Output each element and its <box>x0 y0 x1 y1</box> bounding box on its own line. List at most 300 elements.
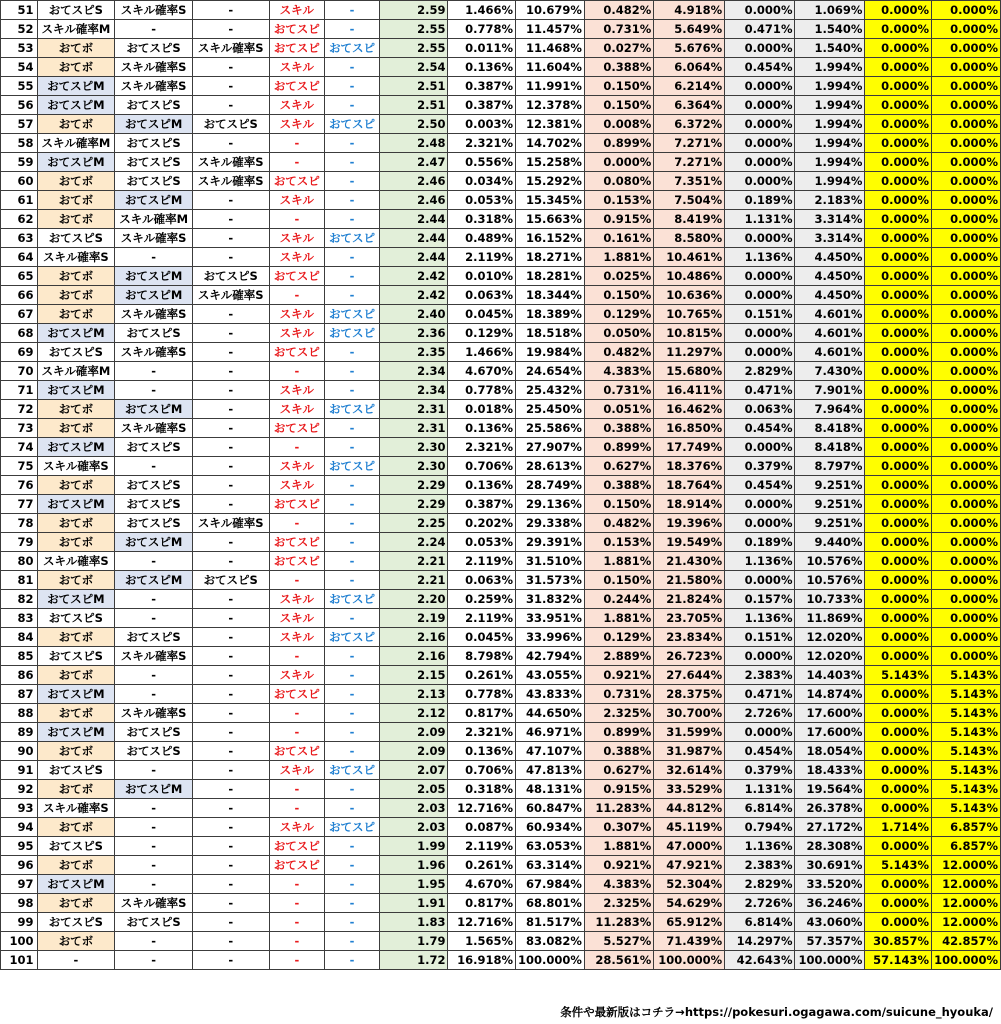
rate-c-cell: 0.000% <box>725 229 795 248</box>
main-skill-3-cell: - <box>192 799 269 818</box>
rate-b-cell: 0.153% <box>584 191 653 210</box>
rate-cell: 1.565% <box>448 932 516 951</box>
rate-cell: 0.259% <box>448 590 516 609</box>
rate-c-cell: 14.297% <box>725 932 795 951</box>
cumulative-rate-b-cell: 15.680% <box>654 362 725 381</box>
cumulative-rate-c-cell: 7.964% <box>795 400 865 419</box>
rate-b-cell: 0.731% <box>584 381 653 400</box>
table-row <box>1 514 1001 533</box>
rank-cell: 59 <box>1 153 38 172</box>
score-cell: 2.34 <box>379 362 448 381</box>
main-skill-3-cell: - <box>192 742 269 761</box>
main-skill-2-cell: おてスピS <box>115 742 193 761</box>
main-skill-1-cell: おてボ <box>37 533 115 552</box>
rate-c-cell: 6.814% <box>725 799 795 818</box>
rate-c-cell: 0.189% <box>725 191 795 210</box>
rate-c-cell: 2.383% <box>725 666 795 685</box>
cumulative-rate-d-cell: 0.000% <box>931 77 1000 96</box>
cumulative-rate-b-cell: 54.629% <box>654 894 725 913</box>
rank-cell: 68 <box>1 324 38 343</box>
rank-cell: 88 <box>1 704 38 723</box>
cumulative-rate-cell: 100.000% <box>515 951 584 970</box>
cumulative-rate-c-cell: 18.433% <box>795 761 865 780</box>
main-skill-3-cell: - <box>192 913 269 932</box>
cumulative-rate-d-cell: 0.000% <box>931 115 1000 134</box>
rate-b-cell: 0.482% <box>584 514 653 533</box>
main-skill-1-cell: おてスピS <box>37 761 115 780</box>
sub-skill-red-cell: おてスピ <box>269 419 325 438</box>
cumulative-rate-b-cell: 52.304% <box>654 875 725 894</box>
cumulative-rate-b-cell: 18.764% <box>654 476 725 495</box>
cumulative-rate-c-cell: 57.357% <box>795 932 865 951</box>
rate-d-cell: 0.000% <box>865 324 932 343</box>
main-skill-1-cell: おてスピS <box>37 343 115 362</box>
cumulative-rate-b-cell: 23.705% <box>654 609 725 628</box>
main-skill-2-cell: - <box>115 761 193 780</box>
cumulative-rate-b-cell: 7.504% <box>654 191 725 210</box>
cumulative-rate-c-cell: 4.601% <box>795 343 865 362</box>
rank-cell: 97 <box>1 875 38 894</box>
cumulative-rate-cell: 25.450% <box>515 400 584 419</box>
cumulative-rate-b-cell: 23.834% <box>654 628 725 647</box>
cumulative-rate-c-cell: 7.430% <box>795 362 865 381</box>
main-skill-1-cell: おてボ <box>37 39 115 58</box>
rate-c-cell: 1.136% <box>725 552 795 571</box>
cumulative-rate-d-cell: 0.000% <box>931 571 1000 590</box>
sub-skill-red-cell: スキル <box>269 628 325 647</box>
cumulative-rate-cell: 25.586% <box>515 419 584 438</box>
main-skill-1-cell: おてボ <box>37 742 115 761</box>
score-cell: 2.48 <box>379 134 448 153</box>
rate-b-cell: 0.915% <box>584 780 653 799</box>
cumulative-rate-c-cell: 17.600% <box>795 723 865 742</box>
table-row <box>1 780 1001 799</box>
score-cell: 2.51 <box>379 77 448 96</box>
main-skill-2-cell: - <box>115 951 193 970</box>
main-skill-1-cell: おてスピS <box>37 609 115 628</box>
rank-cell: 87 <box>1 685 38 704</box>
cumulative-rate-c-cell: 14.403% <box>795 666 865 685</box>
rate-cell: 0.706% <box>448 761 516 780</box>
main-skill-1-cell: おてスピS <box>37 837 115 856</box>
rate-b-cell: 0.388% <box>584 419 653 438</box>
main-skill-2-cell: おてスピS <box>115 723 193 742</box>
rank-cell: 70 <box>1 362 38 381</box>
main-skill-1-cell: おてスピM <box>37 723 115 742</box>
main-skill-1-cell: スキル確率M <box>37 20 115 39</box>
table-row <box>1 894 1001 913</box>
rank-cell: 58 <box>1 134 38 153</box>
rate-b-cell: 0.899% <box>584 723 653 742</box>
cumulative-rate-c-cell: 1.994% <box>795 115 865 134</box>
cumulative-rate-d-cell: 0.000% <box>931 305 1000 324</box>
sub-skill-red-cell: スキル <box>269 609 325 628</box>
score-cell: 2.44 <box>379 229 448 248</box>
rate-b-cell: 0.244% <box>584 590 653 609</box>
cumulative-rate-d-cell: 12.000% <box>931 894 1000 913</box>
table-row <box>1 20 1001 39</box>
table-row <box>1 476 1001 495</box>
cumulative-rate-b-cell: 6.214% <box>654 77 725 96</box>
main-skill-2-cell: - <box>115 932 193 951</box>
rank-cell: 81 <box>1 571 38 590</box>
cumulative-rate-d-cell: 0.000% <box>931 172 1000 191</box>
rate-b-cell: 0.731% <box>584 20 653 39</box>
sub-skill-blue-cell: - <box>325 77 380 96</box>
cumulative-rate-d-cell: 0.000% <box>931 647 1000 666</box>
sub-skill-red-cell: - <box>269 913 325 932</box>
rate-c-cell: 0.000% <box>725 286 795 305</box>
rate-c-cell: 2.829% <box>725 362 795 381</box>
score-cell: 2.46 <box>379 191 448 210</box>
rate-c-cell: 0.000% <box>725 153 795 172</box>
sub-skill-red-cell: スキル <box>269 96 325 115</box>
main-skill-1-cell: おてスピM <box>37 495 115 514</box>
rate-d-cell: 5.143% <box>865 856 932 875</box>
rate-cell: 0.817% <box>448 704 516 723</box>
main-skill-1-cell: おてスピM <box>37 875 115 894</box>
rank-cell: 96 <box>1 856 38 875</box>
rate-d-cell: 0.000% <box>865 571 932 590</box>
cumulative-rate-cell: 14.702% <box>515 134 584 153</box>
rate-d-cell: 0.000% <box>865 913 932 932</box>
cumulative-rate-c-cell: 9.251% <box>795 495 865 514</box>
rank-cell: 69 <box>1 343 38 362</box>
rate-cell: 0.136% <box>448 476 516 495</box>
sub-skill-blue-cell: おてスピ <box>325 324 380 343</box>
cumulative-rate-cell: 19.984% <box>515 343 584 362</box>
sub-skill-blue-cell: - <box>325 856 380 875</box>
sub-skill-blue-cell: - <box>325 799 380 818</box>
rate-c-cell: 2.726% <box>725 704 795 723</box>
main-skill-2-cell: スキル確率S <box>115 77 193 96</box>
sub-skill-red-cell: スキル <box>269 324 325 343</box>
cumulative-rate-c-cell: 9.440% <box>795 533 865 552</box>
sub-skill-red-cell: おてスピ <box>269 39 325 58</box>
table-row <box>1 685 1001 704</box>
cumulative-rate-c-cell: 9.251% <box>795 476 865 495</box>
rate-d-cell: 0.000% <box>865 343 932 362</box>
main-skill-2-cell: - <box>115 248 193 267</box>
main-skill-3-cell: - <box>192 533 269 552</box>
cumulative-rate-cell: 18.271% <box>515 248 584 267</box>
cumulative-rate-c-cell: 1.994% <box>795 77 865 96</box>
cumulative-rate-d-cell: 0.000% <box>931 457 1000 476</box>
rate-cell: 2.321% <box>448 438 516 457</box>
rate-d-cell: 0.000% <box>865 704 932 723</box>
cumulative-rate-c-cell: 1.540% <box>795 20 865 39</box>
main-skill-3-cell: おてスピS <box>192 115 269 134</box>
cumulative-rate-d-cell: 0.000% <box>931 438 1000 457</box>
sub-skill-red-cell: スキル <box>269 191 325 210</box>
sub-skill-blue-cell: - <box>325 381 380 400</box>
cumulative-rate-cell: 27.907% <box>515 438 584 457</box>
score-cell: 2.19 <box>379 609 448 628</box>
rate-d-cell: 0.000% <box>865 210 932 229</box>
cumulative-rate-b-cell: 71.439% <box>654 932 725 951</box>
cumulative-rate-cell: 11.991% <box>515 77 584 96</box>
main-skill-3-cell: - <box>192 343 269 362</box>
cumulative-rate-cell: 12.381% <box>515 115 584 134</box>
cumulative-rate-cell: 11.468% <box>515 39 584 58</box>
sub-skill-blue-cell: おてスピ <box>325 457 380 476</box>
main-skill-3-cell: - <box>192 932 269 951</box>
rate-c-cell: 0.157% <box>725 590 795 609</box>
score-cell: 2.31 <box>379 400 448 419</box>
cumulative-rate-c-cell: 4.450% <box>795 267 865 286</box>
main-skill-3-cell: - <box>192 647 269 666</box>
sub-skill-red-cell: スキル <box>269 305 325 324</box>
sub-skill-red-cell: おてスピ <box>269 856 325 875</box>
rate-b-cell: 0.027% <box>584 39 653 58</box>
sub-skill-red-cell: - <box>269 514 325 533</box>
main-skill-3-cell: - <box>192 58 269 77</box>
rate-cell: 0.063% <box>448 286 516 305</box>
main-skill-3-cell: - <box>192 628 269 647</box>
sub-skill-red-cell: おてスピ <box>269 533 325 552</box>
cumulative-rate-c-cell: 1.994% <box>795 172 865 191</box>
table-row <box>1 229 1001 248</box>
table-body <box>1 1 1001 970</box>
cumulative-rate-cell: 18.281% <box>515 267 584 286</box>
rate-c-cell: 0.189% <box>725 533 795 552</box>
score-cell: 2.13 <box>379 685 448 704</box>
score-cell: 2.55 <box>379 20 448 39</box>
rate-d-cell: 0.000% <box>865 628 932 647</box>
rate-cell: 0.261% <box>448 666 516 685</box>
rate-c-cell: 0.000% <box>725 134 795 153</box>
cumulative-rate-d-cell: 12.000% <box>931 856 1000 875</box>
table-row <box>1 932 1001 951</box>
main-skill-2-cell: - <box>115 875 193 894</box>
rank-cell: 78 <box>1 514 38 533</box>
score-cell: 1.99 <box>379 837 448 856</box>
cumulative-rate-c-cell: 3.314% <box>795 210 865 229</box>
main-skill-1-cell: スキル確率S <box>37 552 115 571</box>
cumulative-rate-d-cell: 5.143% <box>931 704 1000 723</box>
rank-cell: 75 <box>1 457 38 476</box>
score-cell: 1.95 <box>379 875 448 894</box>
cumulative-rate-b-cell: 6.364% <box>654 96 725 115</box>
sub-skill-blue-cell: - <box>325 932 380 951</box>
rate-cell: 4.670% <box>448 362 516 381</box>
main-skill-2-cell: おてスピM <box>115 780 193 799</box>
rank-cell: 53 <box>1 39 38 58</box>
rate-c-cell: 0.471% <box>725 685 795 704</box>
sub-skill-red-cell: スキル <box>269 115 325 134</box>
rate-c-cell: 0.000% <box>725 324 795 343</box>
main-skill-2-cell: スキル確率S <box>115 58 193 77</box>
table-row <box>1 628 1001 647</box>
sub-skill-blue-cell: - <box>325 248 380 267</box>
sub-skill-red-cell: - <box>269 932 325 951</box>
main-skill-2-cell: おてスピS <box>115 913 193 932</box>
table-row <box>1 400 1001 419</box>
cumulative-rate-b-cell: 47.921% <box>654 856 725 875</box>
table-row <box>1 286 1001 305</box>
cumulative-rate-d-cell: 0.000% <box>931 324 1000 343</box>
cumulative-rate-d-cell: 5.143% <box>931 780 1000 799</box>
cumulative-rate-d-cell: 42.857% <box>931 932 1000 951</box>
main-skill-3-cell: - <box>192 229 269 248</box>
cumulative-rate-b-cell: 17.749% <box>654 438 725 457</box>
score-cell: 1.91 <box>379 894 448 913</box>
rank-cell: 62 <box>1 210 38 229</box>
main-skill-2-cell: スキル確率S <box>115 229 193 248</box>
cumulative-rate-c-cell: 19.564% <box>795 780 865 799</box>
main-skill-1-cell: おてボ <box>37 894 115 913</box>
sub-skill-blue-cell: - <box>325 704 380 723</box>
main-skill-3-cell: - <box>192 20 269 39</box>
cumulative-rate-cell: 15.663% <box>515 210 584 229</box>
rate-cell: 0.003% <box>448 115 516 134</box>
main-skill-1-cell: おてスピM <box>37 590 115 609</box>
main-skill-3-cell: - <box>192 552 269 571</box>
main-skill-2-cell: - <box>115 837 193 856</box>
rate-c-cell: 0.454% <box>725 476 795 495</box>
score-cell: 2.30 <box>379 457 448 476</box>
table-row <box>1 552 1001 571</box>
rate-d-cell: 0.000% <box>865 400 932 419</box>
rate-d-cell: 0.000% <box>865 590 932 609</box>
score-cell: 2.05 <box>379 780 448 799</box>
sub-skill-red-cell: - <box>269 286 325 305</box>
cumulative-rate-cell: 47.107% <box>515 742 584 761</box>
cumulative-rate-b-cell: 45.119% <box>654 818 725 837</box>
sub-skill-blue-cell: おてスピ <box>325 39 380 58</box>
rate-d-cell: 0.000% <box>865 837 932 856</box>
cumulative-rate-b-cell: 16.411% <box>654 381 725 400</box>
main-skill-3-cell: - <box>192 875 269 894</box>
rate-cell: 12.716% <box>448 799 516 818</box>
score-cell: 2.20 <box>379 590 448 609</box>
rate-cell: 0.387% <box>448 495 516 514</box>
cumulative-rate-b-cell: 19.549% <box>654 533 725 552</box>
rate-d-cell: 0.000% <box>865 1 932 20</box>
score-cell: 2.40 <box>379 305 448 324</box>
cumulative-rate-cell: 18.344% <box>515 286 584 305</box>
rate-b-cell: 28.561% <box>584 951 653 970</box>
main-skill-2-cell: - <box>115 590 193 609</box>
cumulative-rate-b-cell: 6.372% <box>654 115 725 134</box>
cumulative-rate-c-cell: 17.600% <box>795 704 865 723</box>
rate-c-cell: 0.000% <box>725 77 795 96</box>
cumulative-rate-b-cell: 8.580% <box>654 229 725 248</box>
cumulative-rate-cell: 67.984% <box>515 875 584 894</box>
main-skill-3-cell: - <box>192 761 269 780</box>
main-skill-1-cell: おてボ <box>37 628 115 647</box>
score-cell: 2.54 <box>379 58 448 77</box>
rank-cell: 86 <box>1 666 38 685</box>
rate-b-cell: 0.150% <box>584 571 653 590</box>
rate-cell: 2.321% <box>448 134 516 153</box>
cumulative-rate-c-cell: 18.054% <box>795 742 865 761</box>
table-row <box>1 210 1001 229</box>
table-row <box>1 191 1001 210</box>
rate-b-cell: 0.388% <box>584 742 653 761</box>
cumulative-rate-c-cell: 8.797% <box>795 457 865 476</box>
rate-cell: 2.119% <box>448 609 516 628</box>
rate-cell: 0.136% <box>448 58 516 77</box>
cumulative-rate-cell: 33.951% <box>515 609 584 628</box>
cumulative-rate-c-cell: 8.418% <box>795 438 865 457</box>
table-row <box>1 115 1001 134</box>
sub-skill-red-cell: おてスピ <box>269 552 325 571</box>
cumulative-rate-b-cell: 10.636% <box>654 286 725 305</box>
table-row <box>1 495 1001 514</box>
sub-skill-blue-cell: - <box>325 514 380 533</box>
cumulative-rate-cell: 18.518% <box>515 324 584 343</box>
sub-skill-red-cell: スキル <box>269 457 325 476</box>
score-cell: 2.16 <box>379 628 448 647</box>
main-skill-1-cell: スキル確率S <box>37 799 115 818</box>
score-cell: 2.07 <box>379 761 448 780</box>
rate-b-cell: 0.921% <box>584 666 653 685</box>
sub-skill-blue-cell: - <box>325 723 380 742</box>
main-skill-1-cell: おてスピM <box>37 685 115 704</box>
main-skill-1-cell: おてスピS <box>37 913 115 932</box>
table-row <box>1 324 1001 343</box>
cumulative-rate-d-cell: 0.000% <box>931 1 1000 20</box>
main-skill-2-cell: おてスピS <box>115 134 193 153</box>
main-skill-1-cell: おてボ <box>37 704 115 723</box>
rank-cell: 89 <box>1 723 38 742</box>
sub-skill-blue-cell: - <box>325 609 380 628</box>
rate-d-cell: 0.000% <box>865 134 932 153</box>
main-skill-2-cell: スキル確率S <box>115 894 193 913</box>
cumulative-rate-d-cell: 5.143% <box>931 666 1000 685</box>
cumulative-rate-b-cell: 10.765% <box>654 305 725 324</box>
main-skill-1-cell: おてボ <box>37 305 115 324</box>
sub-skill-red-cell: - <box>269 704 325 723</box>
main-skill-2-cell: - <box>115 362 193 381</box>
cumulative-rate-d-cell: 0.000% <box>931 153 1000 172</box>
sub-skill-red-cell: - <box>269 134 325 153</box>
cumulative-rate-cell: 31.832% <box>515 590 584 609</box>
rate-cell: 2.119% <box>448 552 516 571</box>
table-row <box>1 723 1001 742</box>
cumulative-rate-c-cell: 1.994% <box>795 96 865 115</box>
rate-cell: 0.489% <box>448 229 516 248</box>
main-skill-1-cell: おてスピM <box>37 324 115 343</box>
table-row <box>1 533 1001 552</box>
cumulative-rate-d-cell: 0.000% <box>931 495 1000 514</box>
sub-skill-blue-cell: - <box>325 552 380 571</box>
sub-skill-red-cell: スキル <box>269 818 325 837</box>
sub-skill-red-cell: - <box>269 571 325 590</box>
rate-d-cell: 0.000% <box>865 229 932 248</box>
main-skill-1-cell: おてボ <box>37 400 115 419</box>
sub-skill-blue-cell: おてスピ <box>325 115 380 134</box>
main-skill-1-cell: おてボ <box>37 267 115 286</box>
cumulative-rate-b-cell: 10.461% <box>654 248 725 267</box>
main-skill-3-cell: - <box>192 723 269 742</box>
cumulative-rate-c-cell: 43.060% <box>795 913 865 932</box>
rate-d-cell: 0.000% <box>865 362 932 381</box>
main-skill-2-cell: - <box>115 381 193 400</box>
sub-skill-blue-cell: - <box>325 913 380 932</box>
main-skill-1-cell: おてスピS <box>37 647 115 666</box>
rate-d-cell: 0.000% <box>865 647 932 666</box>
cumulative-rate-cell: 60.934% <box>515 818 584 837</box>
cumulative-rate-d-cell: 6.857% <box>931 818 1000 837</box>
rate-c-cell: 0.000% <box>725 514 795 533</box>
cumulative-rate-cell: 44.650% <box>515 704 584 723</box>
main-skill-3-cell: スキル確率S <box>192 153 269 172</box>
sub-skill-red-cell: スキル <box>269 58 325 77</box>
table-row <box>1 438 1001 457</box>
rank-cell: 82 <box>1 590 38 609</box>
